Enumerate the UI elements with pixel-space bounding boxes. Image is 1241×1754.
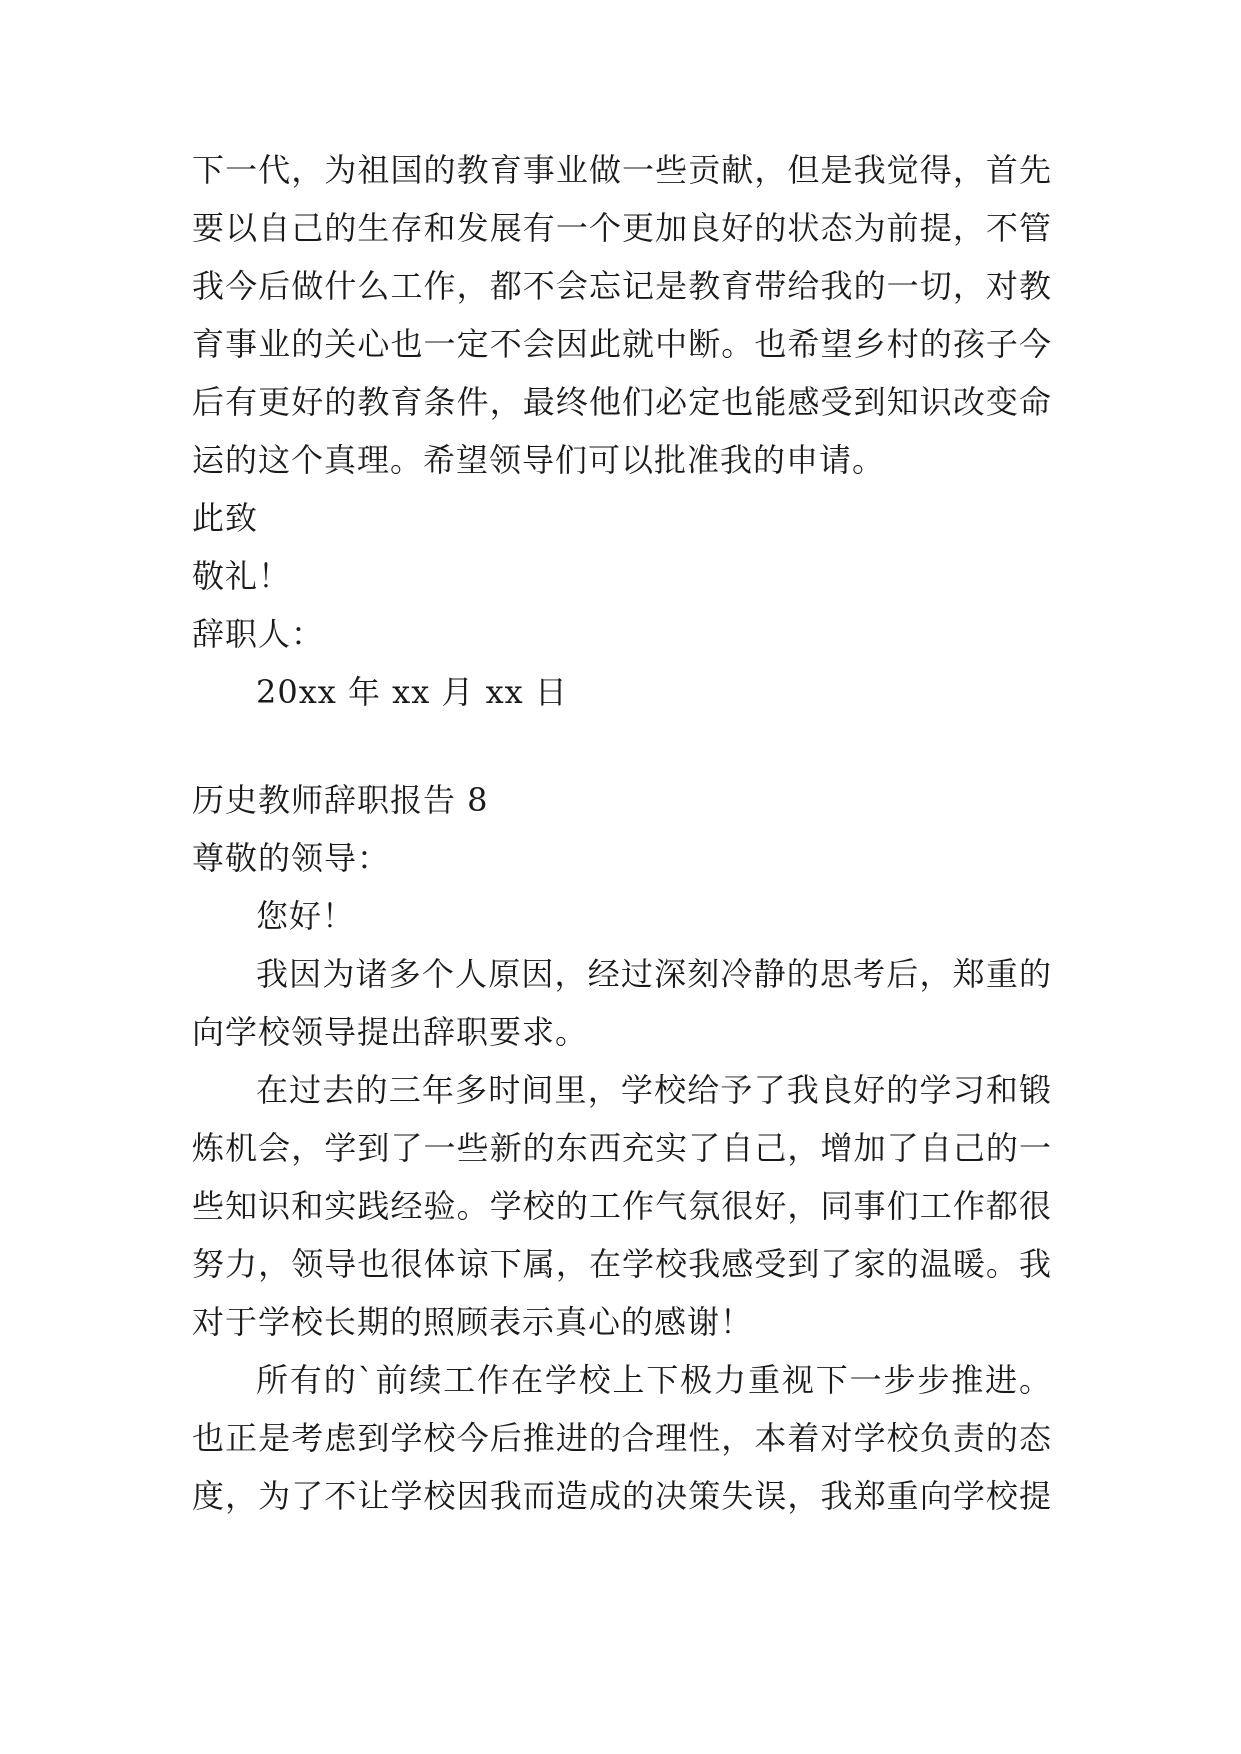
salutation: 尊敬的领导： [192,839,391,877]
para1-line-1: 我因为诸多个人原因，经过深刻冷静的思考后，郑重的 [256,955,1052,993]
date-line: 20xx 年 xx 月 xx 日 [256,673,568,711]
closing-line-2: 敬礼！ [192,557,292,595]
greeting: 您好！ [256,897,356,935]
continuation-line-5: 后有更好的教育条件，最终他们必定也能感受到知识改变命 [192,383,1052,421]
closing-line-1: 此致 [192,499,259,537]
continuation-line-1: 下一代，为祖国的教育事业做一些贡献，但是我觉得，首先 [192,151,1052,189]
continuation-line-3: 我今后做什么工作，都不会忘记是教育带给我的一切，对教 [192,267,1052,305]
para2-line-5: 对于学校长期的照顾表示真心的感谢！ [192,1303,754,1341]
para1-line-2: 向学校领导提出辞职要求。 [192,1013,589,1051]
continuation-line-6: 运的这个真理。希望领导们可以批准我的申请。 [192,441,886,479]
continuation-line-2: 要以自己的生存和发展有一个更加良好的状态为前提，不管 [192,209,1052,247]
para3-line-2: 也正是考虑到学校今后推进的合理性，本着对学校负责的态 [192,1419,1052,1457]
para3-line-1: 所有的`前续工作在学校上下极力重视下一步步推进。 [256,1361,1052,1399]
para2-line-1: 在过去的三年多时间里，学校给予了我良好的学习和锻 [256,1071,1052,1109]
para3-line-3: 度，为了不让学校因我而造成的决策失误，我郑重向学校提 [192,1477,1052,1515]
signer-label: 辞职人： [192,615,325,653]
continuation-line-4: 育事业的关心也一定不会因此就中断。也希望乡村的孩子今 [192,325,1052,363]
para2-line-3: 些知识和实践经验。学校的工作气氛很好，同事们工作都很 [192,1187,1052,1225]
document-title: 历史教师辞职报告 8 [192,781,489,819]
para2-line-4: 努力，领导也很体谅下属，在学校我感受到了家的温暖。我 [192,1245,1052,1283]
para2-line-2: 炼机会，学到了一些新的东西充实了自己，增加了自己的一 [192,1129,1052,1167]
